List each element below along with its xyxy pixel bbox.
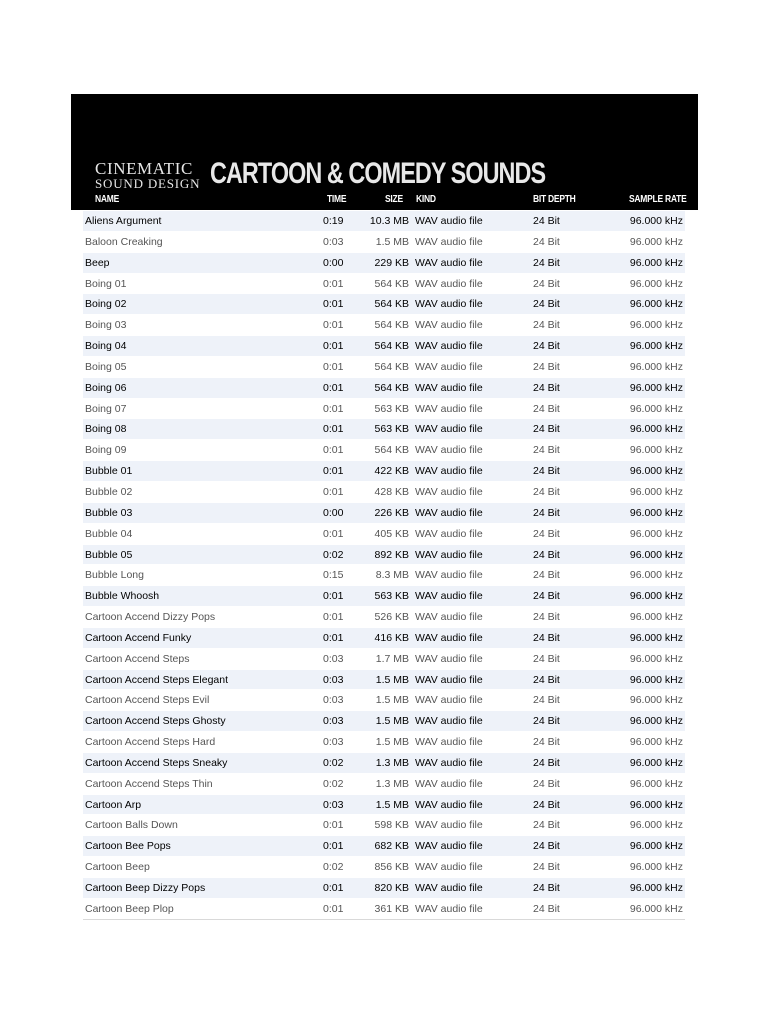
file-bit-depth: 24 Bit: [533, 569, 560, 582]
file-name: Cartoon Accend Steps Elegant: [85, 673, 229, 686]
file-bit-depth: 24 Bit: [533, 736, 560, 749]
file-kind: WAV audio file: [415, 485, 483, 498]
file-size: 1.5 MB: [375, 235, 409, 248]
file-name: Cartoon Accend Steps: [85, 652, 190, 665]
column-headers: [71, 194, 698, 208]
file-bit-depth: 24 Bit: [533, 548, 560, 561]
file-kind: WAV audio file: [415, 840, 483, 853]
column-header-bit-depth: BIT DEPTH: [533, 194, 576, 205]
table-row[interactable]: [83, 628, 685, 649]
file-kind: WAV audio file: [415, 402, 483, 415]
file-kind: WAV audio file: [415, 548, 483, 561]
file-name: Boing 09: [85, 444, 127, 457]
file-kind: WAV audio file: [415, 423, 483, 436]
file-time: 0:01: [323, 340, 344, 353]
table-row[interactable]: [83, 815, 685, 836]
file-sample-rate: 96.000 kHz: [629, 506, 683, 519]
file-bit-depth: 24 Bit: [533, 590, 560, 603]
table-row[interactable]: [83, 461, 685, 482]
file-bit-depth: 24 Bit: [533, 756, 560, 769]
file-sample-rate: 96.000 kHz: [629, 235, 683, 248]
file-kind: WAV audio file: [415, 861, 483, 874]
file-time: 0:01: [323, 360, 344, 373]
file-sample-rate: 96.000 kHz: [629, 319, 683, 332]
file-name: Cartoon Arp: [85, 798, 142, 811]
file-bit-depth: 24 Bit: [533, 402, 560, 415]
file-kind: WAV audio file: [415, 631, 483, 644]
file-time: 0:01: [323, 611, 344, 624]
table-row[interactable]: [83, 795, 685, 816]
file-kind: WAV audio file: [415, 506, 483, 519]
file-bit-depth: 24 Bit: [533, 631, 560, 644]
file-time: 0:02: [323, 777, 344, 790]
column-header-time: TIME: [327, 194, 347, 205]
file-name: Aliens Argument: [85, 215, 162, 227]
file-time: 0:02: [323, 861, 344, 874]
file-size: 1.5 MB: [375, 736, 409, 749]
table-row[interactable]: [83, 586, 685, 607]
file-name: Cartoon Accend Funky: [85, 631, 192, 644]
file-name: Cartoon Balls Down: [85, 819, 178, 832]
file-kind: WAV audio file: [415, 527, 483, 540]
file-kind: WAV audio file: [415, 340, 483, 353]
file-kind: WAV audio file: [415, 882, 483, 894]
file-size: 226 KB: [374, 506, 409, 519]
file-time: 0:01: [323, 485, 344, 498]
page-title: CARTOON & COMEDY SOUNDS: [210, 157, 546, 190]
file-kind: WAV audio file: [415, 569, 483, 582]
table-row[interactable]: [83, 857, 685, 878]
file-time: 0:00: [323, 506, 344, 519]
file-size: 564 KB: [374, 319, 409, 332]
file-name: Cartoon Accend Steps Ghosty: [85, 715, 226, 728]
file-kind: WAV audio file: [415, 819, 483, 832]
file-kind: WAV audio file: [415, 652, 483, 665]
file-size: 564 KB: [374, 360, 409, 373]
file-bit-depth: 24 Bit: [533, 256, 560, 269]
file-name: Boing 05: [85, 360, 127, 373]
file-size: 564 KB: [374, 381, 409, 394]
file-name: Cartoon Bee Pops: [85, 840, 171, 853]
file-name: Bubble Long: [85, 569, 144, 582]
file-time: 0:01: [323, 277, 344, 290]
file-size: 564 KB: [374, 340, 409, 353]
file-sample-rate: 96.000 kHz: [629, 756, 683, 769]
file-size: 1.5 MB: [375, 694, 409, 707]
table-row[interactable]: [83, 482, 685, 503]
file-kind: WAV audio file: [415, 235, 483, 248]
file-kind: WAV audio file: [415, 673, 483, 686]
table-row[interactable]: [83, 545, 685, 566]
table-row[interactable]: [83, 565, 685, 586]
file-sample-rate: 96.000 kHz: [629, 611, 683, 624]
file-size: 405 KB: [374, 527, 409, 540]
file-kind: WAV audio file: [415, 319, 483, 332]
file-bit-depth: 24 Bit: [533, 235, 560, 248]
file-kind: WAV audio file: [415, 298, 483, 311]
file-size: 361 KB: [374, 902, 409, 915]
table-row[interactable]: [83, 211, 685, 232]
file-name: Cartoon Beep Plop: [85, 902, 174, 915]
file-size: 1.5 MB: [375, 715, 409, 728]
file-time: 0:03: [323, 736, 344, 749]
file-sample-rate: 96.000 kHz: [629, 715, 683, 728]
file-name: Cartoon Beep: [85, 861, 150, 874]
file-sample-rate: 96.000 kHz: [629, 861, 683, 874]
file-time: 0:01: [323, 590, 344, 603]
file-sample-rate: 96.000 kHz: [629, 465, 683, 478]
table-row[interactable]: [83, 419, 685, 440]
file-kind: WAV audio file: [415, 902, 483, 915]
file-kind: WAV audio file: [415, 256, 483, 269]
file-sample-rate: 96.000 kHz: [629, 548, 683, 561]
file-name: Bubble 01: [85, 465, 133, 478]
file-kind: WAV audio file: [415, 611, 483, 624]
file-size: 856 KB: [374, 861, 409, 874]
file-time: 0:02: [323, 548, 344, 561]
file-time: 0:01: [323, 444, 344, 457]
brand-line-2: SOUND DESIGN: [95, 176, 201, 191]
file-bit-depth: 24 Bit: [533, 506, 560, 519]
file-time: 0:01: [323, 527, 344, 540]
file-sample-rate: 96.000 kHz: [629, 381, 683, 394]
file-name: Bubble 04: [85, 527, 133, 540]
file-name: Cartoon Accend Dizzy Pops: [85, 611, 216, 624]
file-time: 0:19: [323, 215, 344, 227]
file-kind: WAV audio file: [415, 777, 483, 790]
table-row[interactable]: [83, 232, 685, 253]
file-bit-depth: 24 Bit: [533, 298, 560, 311]
column-header-size: SIZE: [385, 194, 403, 205]
file-bit-depth: 24 Bit: [533, 882, 560, 894]
file-name: Baloon Creaking: [85, 235, 163, 248]
file-bit-depth: 24 Bit: [533, 444, 560, 457]
file-size: 416 KB: [374, 631, 409, 644]
file-name: Boing 04: [85, 340, 127, 353]
file-size: 1.3 MB: [375, 777, 409, 790]
file-time: 0:01: [323, 402, 344, 415]
file-name: Bubble 02: [85, 485, 133, 498]
file-sample-rate: 96.000 kHz: [629, 444, 683, 457]
file-sample-rate: 96.000 kHz: [629, 736, 683, 749]
file-size: 820 KB: [374, 882, 409, 894]
file-sample-rate: 96.000 kHz: [629, 423, 683, 436]
file-size: 10.3 MB: [369, 215, 409, 227]
file-sample-rate: 96.000 kHz: [629, 673, 683, 686]
table-row[interactable]: [83, 440, 685, 461]
table-row[interactable]: [83, 503, 685, 524]
file-size: 682 KB: [374, 840, 409, 853]
file-sample-rate: 96.000 kHz: [629, 277, 683, 290]
file-time: 0:03: [323, 673, 344, 686]
file-bit-depth: 24 Bit: [533, 360, 560, 373]
file-time: 0:02: [323, 756, 344, 769]
file-size: 564 KB: [374, 444, 409, 457]
table-row[interactable]: [83, 878, 685, 899]
table-row[interactable]: [83, 399, 685, 420]
file-sample-rate: 96.000 kHz: [629, 882, 683, 894]
table-row[interactable]: [83, 774, 685, 795]
file-name: Beep: [85, 256, 110, 269]
brand-logo: [95, 161, 200, 191]
file-name: Cartoon Accend Steps Thin: [85, 777, 213, 790]
table-row[interactable]: [83, 836, 685, 857]
file-sample-rate: 96.000 kHz: [629, 485, 683, 498]
table-row[interactable]: [83, 690, 685, 711]
file-bit-depth: 24 Bit: [533, 277, 560, 290]
file-name: Boing 08: [85, 423, 127, 436]
file-sample-rate: 96.000 kHz: [629, 819, 683, 832]
column-header-kind: KIND: [416, 194, 436, 205]
table-row[interactable]: [83, 378, 685, 399]
file-sample-rate: 96.000 kHz: [629, 298, 683, 311]
file-bit-depth: 24 Bit: [533, 215, 560, 227]
table-row[interactable]: [83, 649, 685, 670]
file-size: 422 KB: [374, 465, 409, 478]
file-time: 0:01: [323, 902, 344, 915]
file-sample-rate: 96.000 kHz: [629, 777, 683, 790]
file-sample-rate: 96.000 kHz: [629, 840, 683, 853]
file-kind: WAV audio file: [415, 277, 483, 290]
file-time: 0:15: [323, 569, 344, 582]
file-time: 0:03: [323, 715, 344, 728]
table-row[interactable]: [83, 732, 685, 753]
file-time: 0:01: [323, 882, 344, 894]
file-size: 1.3 MB: [375, 756, 409, 769]
file-sample-rate: 96.000 kHz: [629, 360, 683, 373]
file-size: 1.7 MB: [375, 652, 409, 665]
file-name: Cartoon Accend Steps Sneaky: [85, 756, 228, 769]
file-name: Boing 02: [85, 298, 127, 311]
page-header: [71, 94, 698, 210]
table-row[interactable]: [83, 607, 685, 628]
file-sample-rate: 96.000 kHz: [629, 652, 683, 665]
file-bit-depth: 24 Bit: [533, 527, 560, 540]
file-size: 229 KB: [374, 256, 409, 269]
file-kind: WAV audio file: [415, 444, 483, 457]
file-sample-rate: 96.000 kHz: [629, 527, 683, 540]
file-size: 892 KB: [374, 548, 409, 561]
file-sample-rate: 96.000 kHz: [629, 215, 683, 227]
file-time: 0:01: [323, 381, 344, 394]
file-size: 428 KB: [374, 485, 409, 498]
file-sample-rate: 96.000 kHz: [629, 631, 683, 644]
file-kind: WAV audio file: [415, 694, 483, 707]
file-time: 0:01: [323, 840, 344, 853]
file-kind: WAV audio file: [415, 465, 483, 478]
file-kind: WAV audio file: [415, 736, 483, 749]
file-bit-depth: 24 Bit: [533, 861, 560, 874]
file-sample-rate: 96.000 kHz: [629, 340, 683, 353]
file-name: Boing 06: [85, 381, 127, 394]
file-bit-depth: 24 Bit: [533, 819, 560, 832]
table-row[interactable]: [83, 274, 685, 295]
file-sample-rate: 96.000 kHz: [629, 590, 683, 603]
file-name: Cartoon Beep Dizzy Pops: [85, 882, 206, 894]
file-size: 598 KB: [374, 819, 409, 832]
file-kind: WAV audio file: [415, 715, 483, 728]
file-size: 1.5 MB: [375, 673, 409, 686]
table-row[interactable]: [83, 524, 685, 545]
file-size: 563 KB: [374, 423, 409, 436]
file-time: 0:01: [323, 298, 344, 311]
file-size: 564 KB: [374, 298, 409, 311]
table-row[interactable]: [83, 753, 685, 774]
file-sample-rate: 96.000 kHz: [629, 798, 683, 811]
table-row[interactable]: [83, 711, 685, 732]
file-bit-depth: 24 Bit: [533, 652, 560, 665]
file-name: Cartoon Accend Steps Hard: [85, 736, 216, 749]
table-row[interactable]: [83, 315, 685, 336]
file-bit-depth: 24 Bit: [533, 319, 560, 332]
brand-line-1: CINEMATIC: [95, 159, 193, 178]
file-bit-depth: 24 Bit: [533, 485, 560, 498]
file-bit-depth: 24 Bit: [533, 673, 560, 686]
file-bit-depth: 24 Bit: [533, 611, 560, 624]
file-bit-depth: 24 Bit: [533, 381, 560, 394]
table-row[interactable]: [83, 336, 685, 357]
table-row[interactable]: [83, 253, 685, 274]
file-bit-depth: 24 Bit: [533, 694, 560, 707]
file-kind: WAV audio file: [415, 756, 483, 769]
file-bit-depth: 24 Bit: [533, 465, 560, 478]
file-kind: WAV audio file: [415, 590, 483, 603]
column-header-name: NAME: [95, 194, 120, 205]
file-name: Bubble 03: [85, 506, 133, 519]
file-time: 0:01: [323, 631, 344, 644]
file-kind: WAV audio file: [415, 798, 483, 811]
file-bit-depth: 24 Bit: [533, 340, 560, 353]
file-size: 526 KB: [374, 611, 409, 624]
file-table: [83, 211, 685, 920]
file-name: Boing 07: [85, 402, 127, 415]
file-time: 0:03: [323, 652, 344, 665]
file-kind: WAV audio file: [415, 360, 483, 373]
file-kind: WAV audio file: [415, 215, 483, 227]
file-size: 1.5 MB: [375, 798, 409, 811]
file-sample-rate: 96.000 kHz: [629, 402, 683, 415]
file-bit-depth: 24 Bit: [533, 902, 560, 915]
column-header-sample-rate: SAMPLE RATE: [629, 194, 687, 205]
file-name: Cartoon Accend Steps Evil: [85, 694, 210, 707]
file-sample-rate: 96.000 kHz: [629, 694, 683, 707]
file-time: 0:03: [323, 694, 344, 707]
file-sample-rate: 96.000 kHz: [629, 569, 683, 582]
file-time: 0:01: [323, 465, 344, 478]
file-bit-depth: 24 Bit: [533, 423, 560, 436]
file-name: Boing 03: [85, 319, 127, 332]
file-name: Bubble 05: [85, 548, 133, 561]
table-row[interactable]: [83, 294, 685, 315]
file-bit-depth: 24 Bit: [533, 798, 560, 811]
file-time: 0:03: [323, 798, 344, 811]
file-name: Bubble Whoosh: [85, 590, 160, 603]
file-time: 0:00: [323, 256, 344, 269]
file-name: Boing 01: [85, 277, 127, 290]
file-kind: WAV audio file: [415, 381, 483, 394]
file-bit-depth: 24 Bit: [533, 777, 560, 790]
file-time: 0:01: [323, 819, 344, 832]
file-sample-rate: 96.000 kHz: [629, 256, 683, 269]
file-sample-rate: 96.000 kHz: [629, 902, 683, 915]
file-time: 0:01: [323, 319, 344, 332]
file-size: 563 KB: [374, 590, 409, 603]
file-size: 564 KB: [374, 277, 409, 290]
file-size: 563 KB: [374, 402, 409, 415]
table-row[interactable]: [83, 357, 685, 378]
file-time: 0:01: [323, 423, 344, 436]
table-row[interactable]: [83, 670, 685, 691]
file-size: 8.3 MB: [375, 569, 409, 582]
table-row[interactable]: [83, 899, 685, 920]
file-bit-depth: 24 Bit: [533, 840, 560, 853]
file-bit-depth: 24 Bit: [533, 715, 560, 728]
file-time: 0:03: [323, 235, 344, 248]
